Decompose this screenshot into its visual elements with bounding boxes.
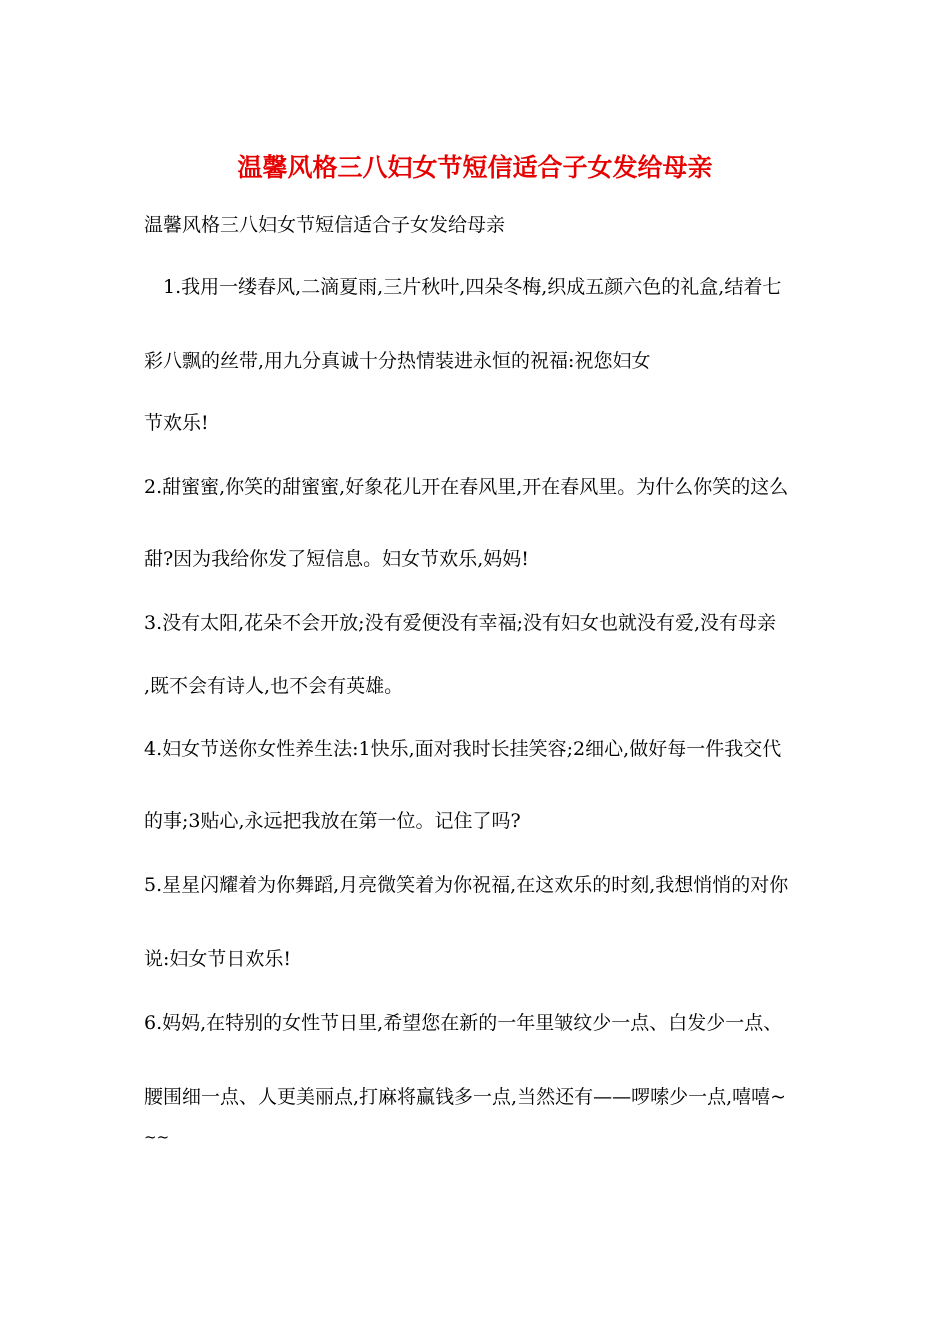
- paragraph-line: 节欢乐!: [144, 412, 209, 434]
- paragraph-line: 腰围细一点、人更美丽点,打麻将赢钱多一点,当然还有——啰嗦少一点,嘻嘻~: [144, 1086, 787, 1108]
- paragraph-line: 甜?因为我给你发了短信息。妇女节欢乐,妈妈!: [144, 548, 529, 570]
- paragraph-line: 2.甜蜜蜜,你笑的甜蜜蜜,好象花儿开在春风里,开在春风里。为什么你笑的这么: [144, 476, 789, 498]
- paragraph-line: 3.没有太阳,花朵不会开放;没有爱便没有幸福;没有妇女也就没有爱,没有母亲: [144, 612, 777, 634]
- paragraph-line: 6.妈妈,在特别的女性节日里,希望您在新的一年里皱纹少一点、白发少一点、: [144, 1012, 783, 1034]
- paragraph-line: 1.我用一缕春风,二滴夏雨,三片秋叶,四朵冬梅,织成五颜六色的礼盒,结着七: [163, 276, 782, 298]
- paragraph-line: 彩八飘的丝带,用九分真诚十分热情装进永恒的祝福:祝您妇女: [144, 350, 651, 372]
- document-subtitle: 温馨风格三八妇女节短信适合子女发给母亲: [144, 214, 506, 236]
- page-title: 温馨风格三八妇女节短信适合子女发给母亲: [237, 153, 713, 182]
- paragraph-line: ~~: [144, 1128, 170, 1146]
- paragraph-line: 4.妇女节送你女性养生法:1快乐,面对我时长挂笑容;2细心,做好每一件我交代: [144, 738, 782, 760]
- paragraph-line: 说:妇女节日欢乐!: [144, 948, 292, 970]
- paragraph-line: ,既不会有诗人,也不会有英雄。: [144, 675, 404, 697]
- paragraph-line: 的事;3贴心,永远把我放在第一位。记住了吗?: [144, 810, 521, 832]
- paragraph-line: 5.星星闪耀着为你舞蹈,月亮微笑着为你祝福,在这欢乐的时刻,我想悄悄的对你: [144, 874, 789, 896]
